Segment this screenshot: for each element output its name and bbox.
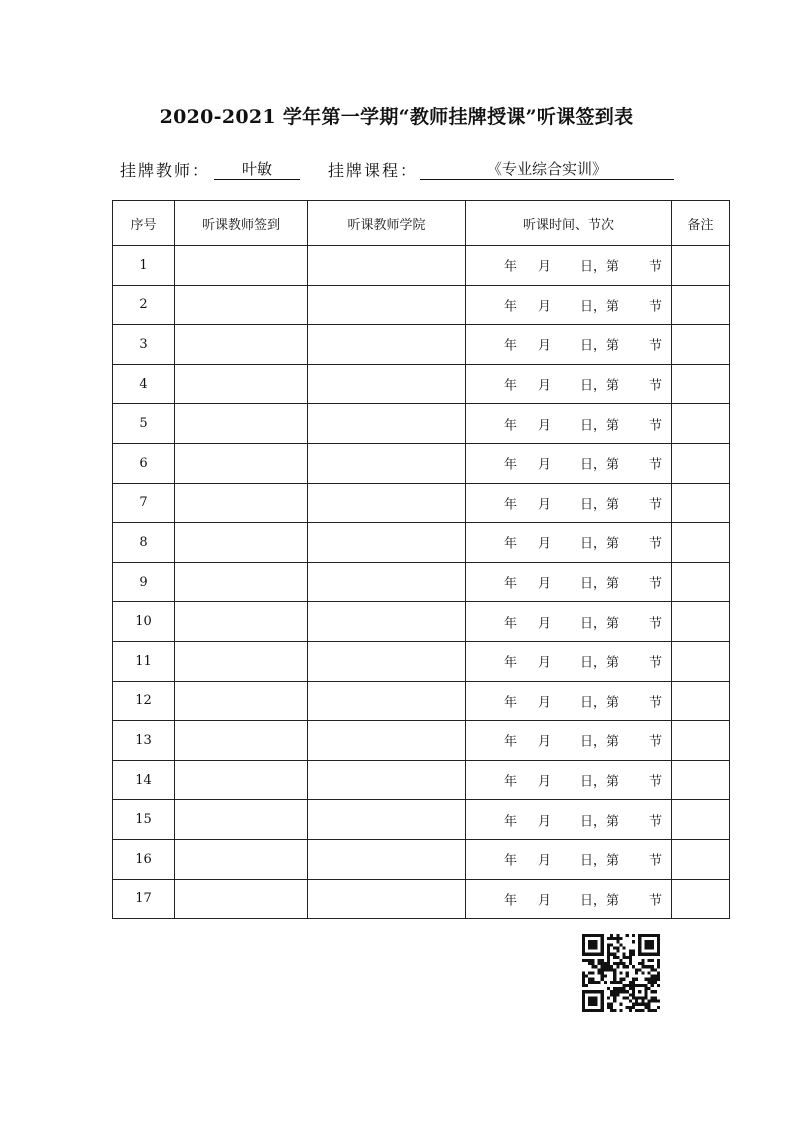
year-label: 年	[504, 734, 518, 750]
remark-cell[interactable]	[672, 879, 730, 919]
college-cell[interactable]	[308, 760, 466, 800]
section-label: 节	[649, 259, 663, 275]
month-label: 月	[538, 853, 552, 869]
month-label: 月	[538, 893, 552, 909]
month-label: 月	[538, 299, 552, 315]
row-index: 5	[113, 404, 175, 444]
section-label: 节	[649, 299, 663, 315]
year-label: 年	[504, 338, 518, 354]
section-label: 节	[649, 734, 663, 750]
course-label: 挂牌课程：	[328, 161, 419, 180]
day-label: 日，第	[580, 259, 620, 275]
section-label: 节	[649, 616, 663, 632]
time-cell[interactable]	[466, 364, 672, 404]
year-label: 年	[504, 774, 518, 790]
year-label: 年	[504, 418, 518, 434]
remark-cell[interactable]	[672, 721, 730, 761]
row-index: 8	[113, 523, 175, 563]
header-remark: 备注	[672, 201, 730, 246]
month-label: 月	[538, 814, 552, 830]
section-label: 节	[649, 457, 663, 473]
year-label: 年	[504, 299, 518, 315]
section-label: 节	[649, 893, 663, 909]
signature-cell[interactable]	[175, 602, 308, 642]
section-label: 节	[649, 814, 663, 830]
month-label: 月	[538, 536, 552, 552]
header-index: 序号	[113, 201, 175, 246]
row-index: 2	[113, 285, 175, 325]
college-cell[interactable]	[308, 721, 466, 761]
row-index: 1	[113, 246, 175, 286]
college-cell[interactable]	[308, 285, 466, 325]
month-label: 月	[538, 774, 552, 790]
table-row	[113, 285, 730, 325]
day-label: 日，第	[580, 497, 620, 513]
remark-cell[interactable]	[672, 443, 730, 483]
signature-cell[interactable]	[175, 839, 308, 879]
time-cell[interactable]	[466, 641, 672, 681]
year-label: 年	[504, 616, 518, 632]
day-label: 日，第	[580, 734, 620, 750]
signature-cell[interactable]	[175, 879, 308, 919]
time-cell[interactable]	[466, 246, 672, 286]
month-label: 月	[538, 418, 552, 434]
section-label: 节	[649, 774, 663, 790]
day-label: 日，第	[580, 655, 620, 671]
remark-cell[interactable]	[672, 800, 730, 840]
college-cell[interactable]	[308, 839, 466, 879]
signature-cell[interactable]	[175, 364, 308, 404]
college-cell[interactable]	[308, 602, 466, 642]
college-cell[interactable]	[308, 641, 466, 681]
time-cell[interactable]	[466, 681, 672, 721]
signature-cell[interactable]	[175, 483, 308, 523]
teacher-name: 叶敏	[214, 158, 300, 180]
remark-cell[interactable]	[672, 285, 730, 325]
day-label: 日，第	[580, 616, 620, 632]
signature-cell[interactable]	[175, 681, 308, 721]
college-cell[interactable]	[308, 325, 466, 365]
year-label: 年	[504, 893, 518, 909]
signature-cell[interactable]	[175, 246, 308, 286]
row-index: 7	[113, 483, 175, 523]
month-label: 月	[538, 576, 552, 592]
time-cell[interactable]	[466, 760, 672, 800]
table-row	[113, 800, 730, 840]
day-label: 日，第	[580, 893, 620, 909]
teacher-label: 挂牌教师：	[120, 161, 211, 180]
table-row	[113, 523, 730, 563]
row-index: 16	[113, 839, 175, 879]
row-index: 14	[113, 760, 175, 800]
college-cell[interactable]	[308, 443, 466, 483]
college-cell[interactable]	[308, 483, 466, 523]
time-cell[interactable]	[466, 879, 672, 919]
time-cell[interactable]	[466, 800, 672, 840]
month-label: 月	[538, 497, 552, 513]
day-label: 日，第	[580, 814, 620, 830]
month-label: 月	[538, 378, 552, 394]
year-label: 年	[504, 655, 518, 671]
row-index: 15	[113, 800, 175, 840]
remark-cell[interactable]	[672, 602, 730, 642]
month-label: 月	[538, 695, 552, 711]
section-label: 节	[649, 853, 663, 869]
day-label: 日，第	[580, 853, 620, 869]
signature-cell[interactable]	[175, 562, 308, 602]
remark-cell[interactable]	[672, 364, 730, 404]
month-label: 月	[538, 616, 552, 632]
time-cell[interactable]	[466, 839, 672, 879]
remark-cell[interactable]	[672, 839, 730, 879]
table-row	[113, 246, 730, 286]
section-label: 节	[649, 695, 663, 711]
table-row	[113, 483, 730, 523]
remark-cell[interactable]	[672, 760, 730, 800]
table-row	[113, 364, 730, 404]
table-row	[113, 562, 730, 602]
college-cell[interactable]	[308, 523, 466, 563]
remark-cell[interactable]	[672, 246, 730, 286]
signature-cell[interactable]	[175, 325, 308, 365]
year-label: 年	[504, 814, 518, 830]
day-label: 日，第	[580, 378, 620, 394]
section-label: 节	[649, 497, 663, 513]
remark-cell[interactable]	[672, 641, 730, 681]
qr-code-icon	[582, 934, 660, 1012]
day-label: 日，第	[580, 418, 620, 434]
page-title: 2020-2021 学年第一学期“教师挂牌授课”听课签到表	[159, 106, 634, 128]
day-label: 日，第	[580, 774, 620, 790]
table-row	[113, 443, 730, 483]
time-cell[interactable]	[466, 523, 672, 563]
year-label: 年	[504, 536, 518, 552]
time-cell[interactable]	[466, 602, 672, 642]
table-row	[113, 641, 730, 681]
college-cell[interactable]	[308, 562, 466, 602]
month-label: 月	[538, 655, 552, 671]
year-label: 年	[504, 695, 518, 711]
table-row	[113, 325, 730, 365]
signature-cell[interactable]	[175, 443, 308, 483]
year-label: 年	[504, 457, 518, 473]
section-label: 节	[649, 655, 663, 671]
signature-cell[interactable]	[175, 404, 308, 444]
college-cell[interactable]	[308, 246, 466, 286]
row-index: 6	[113, 443, 175, 483]
row-index: 13	[113, 721, 175, 761]
signature-cell[interactable]	[175, 760, 308, 800]
signature-cell[interactable]	[175, 721, 308, 761]
sign-in-table	[112, 200, 730, 919]
header-time: 听课时间、节次	[466, 201, 672, 246]
signature-cell[interactable]	[175, 285, 308, 325]
signature-cell[interactable]	[175, 800, 308, 840]
remark-cell[interactable]	[672, 483, 730, 523]
remark-cell[interactable]	[672, 523, 730, 563]
year-label: 年	[504, 853, 518, 869]
year-label: 年	[504, 378, 518, 394]
signature-cell[interactable]	[175, 641, 308, 681]
month-label: 月	[538, 457, 552, 473]
course-name: 《专业综合实训》	[420, 158, 674, 180]
year-label: 年	[504, 259, 518, 275]
table-body	[113, 246, 730, 919]
year-label: 年	[504, 497, 518, 513]
table-row	[113, 602, 730, 642]
section-label: 节	[649, 418, 663, 434]
month-label: 月	[538, 259, 552, 275]
remark-cell[interactable]	[672, 562, 730, 602]
table-row	[113, 760, 730, 800]
day-label: 日，第	[580, 536, 620, 552]
section-label: 节	[649, 378, 663, 394]
month-label: 月	[538, 338, 552, 354]
signature-cell[interactable]	[175, 523, 308, 563]
month-label: 月	[538, 734, 552, 750]
table-row	[113, 879, 730, 919]
row-index: 4	[113, 364, 175, 404]
time-cell[interactable]	[466, 443, 672, 483]
row-index: 10	[113, 602, 175, 642]
remark-cell[interactable]	[672, 681, 730, 721]
day-label: 日，第	[580, 299, 620, 315]
row-index: 3	[113, 325, 175, 365]
header-college: 听课教师学院	[308, 201, 466, 246]
table-row	[113, 721, 730, 761]
day-label: 日，第	[580, 576, 620, 592]
time-cell[interactable]	[466, 404, 672, 444]
remark-cell[interactable]	[672, 325, 730, 365]
row-index: 17	[113, 879, 175, 919]
college-cell[interactable]	[308, 404, 466, 444]
college-cell[interactable]	[308, 879, 466, 919]
year-label: 年	[504, 576, 518, 592]
section-label: 节	[649, 576, 663, 592]
header-signature: 听课教师签到	[175, 201, 308, 246]
time-cell[interactable]	[466, 285, 672, 325]
table-row	[113, 839, 730, 879]
college-cell[interactable]	[308, 681, 466, 721]
college-cell[interactable]	[308, 364, 466, 404]
day-label: 日，第	[580, 457, 620, 473]
section-label: 节	[649, 536, 663, 552]
row-index: 9	[113, 562, 175, 602]
table-row	[113, 681, 730, 721]
time-cell[interactable]	[466, 721, 672, 761]
day-label: 日，第	[580, 338, 620, 354]
section-label: 节	[649, 338, 663, 354]
college-cell[interactable]	[308, 800, 466, 840]
table-header-row	[113, 201, 730, 246]
day-label: 日，第	[580, 695, 620, 711]
table-row	[113, 404, 730, 444]
row-index: 11	[113, 641, 175, 681]
time-cell[interactable]	[466, 562, 672, 602]
time-cell[interactable]	[466, 325, 672, 365]
row-index: 12	[113, 681, 175, 721]
remark-cell[interactable]	[672, 404, 730, 444]
time-cell[interactable]	[466, 483, 672, 523]
